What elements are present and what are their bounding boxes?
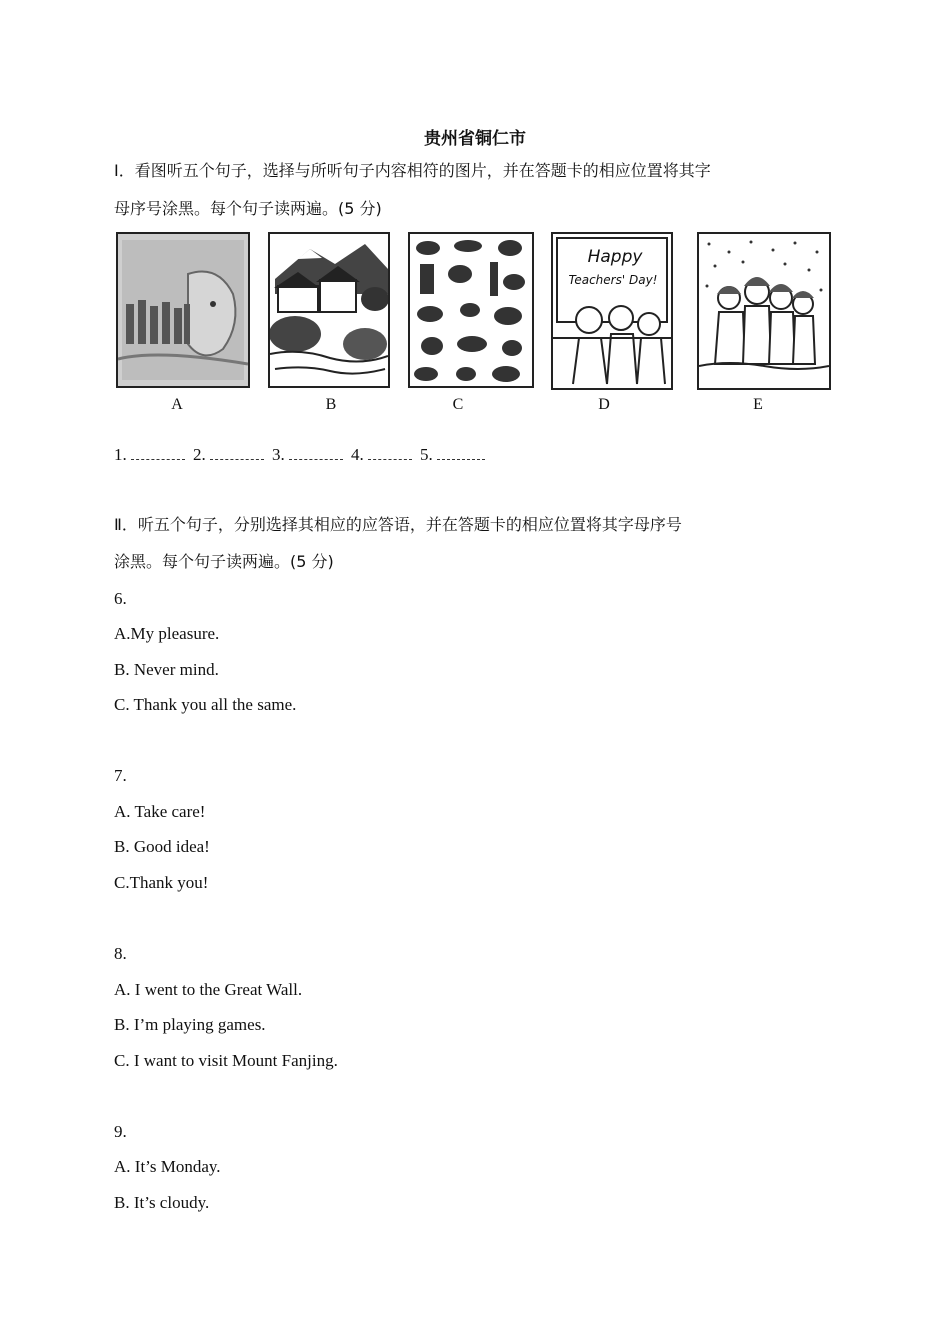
question-9-option-b: B. It’s cloudy. [114,1193,210,1212]
picture-a [116,232,250,388]
question-9-number: 9. [114,1122,127,1141]
section2-instruction-line1: Ⅱ．听五个句子，分别选择其相应的应答语，并在答题卡的相应位置将其字母序号 [114,515,682,534]
answer-blanks-row [114,444,489,466]
people-stone-carving-icon [118,234,248,386]
question-6-option-a: A.My pleasure. [114,624,220,643]
picture-c-label: C [452,396,464,413]
blank-1[interactable] [131,445,185,460]
question-6-option-b: B. Never mind. [114,660,219,679]
picture-c [408,232,534,388]
question-8-option-b: B. I’m playing games. [114,1015,266,1034]
blank-1-number: 1. [114,445,127,464]
question-8-option-c: C. I want to visit Mount Fanjing. [114,1051,338,1070]
section2-instruction-line2: 涂黑。每个句子读两遍。(5 分) [114,552,334,571]
blank-4[interactable] [368,445,412,460]
question-6-number: 6. [114,589,127,608]
picture-e-label: E [753,396,763,413]
sign-happy-text: Happy [587,247,643,267]
animals-icon [410,234,532,386]
blank-2[interactable] [210,445,264,460]
question-8-number: 8. [114,944,127,963]
sign-teachers-day-text: Teachers' Day! [568,273,658,287]
blank-2-number: 2. [193,445,206,464]
question-7-option-c: C.Thank you! [114,873,209,892]
page-title: 贵州省铜仁市 [424,129,526,149]
picture-a-label: A [171,396,183,413]
blank-3-number: 3. [272,445,285,464]
blank-4-number: 4. [351,445,364,464]
blank-5-number: 5. [420,445,433,464]
picture-e [697,232,831,390]
teachers-day-classroom-icon [553,234,671,388]
picture-d-label: D [598,396,610,413]
section1-instruction-line2: 母序号涂黑。每个句子读两遍。(5 分) [114,199,382,218]
question-7-option-a: A. Take care! [114,802,206,821]
question-7-option-b: B. Good idea! [114,837,210,856]
question-9-option-a: A. It’s Monday. [114,1157,221,1176]
question-7-number: 7. [114,766,127,785]
picture-b [268,232,390,388]
blank-5[interactable] [437,445,485,460]
picture-d [551,232,673,390]
section1-instruction-line1: I．看图听五个句子，选择与所听句子内容相符的图片，并在答题卡的相应位置将其字 [114,161,711,180]
question-8-option-a: A. I went to the Great Wall. [114,980,303,999]
blank-3[interactable] [289,445,343,460]
picture-b-label: B [325,396,337,413]
children-in-snow-icon [699,234,829,388]
question-6-option-c: C. Thank you all the same. [114,695,297,714]
house-landscape-icon [270,234,388,386]
